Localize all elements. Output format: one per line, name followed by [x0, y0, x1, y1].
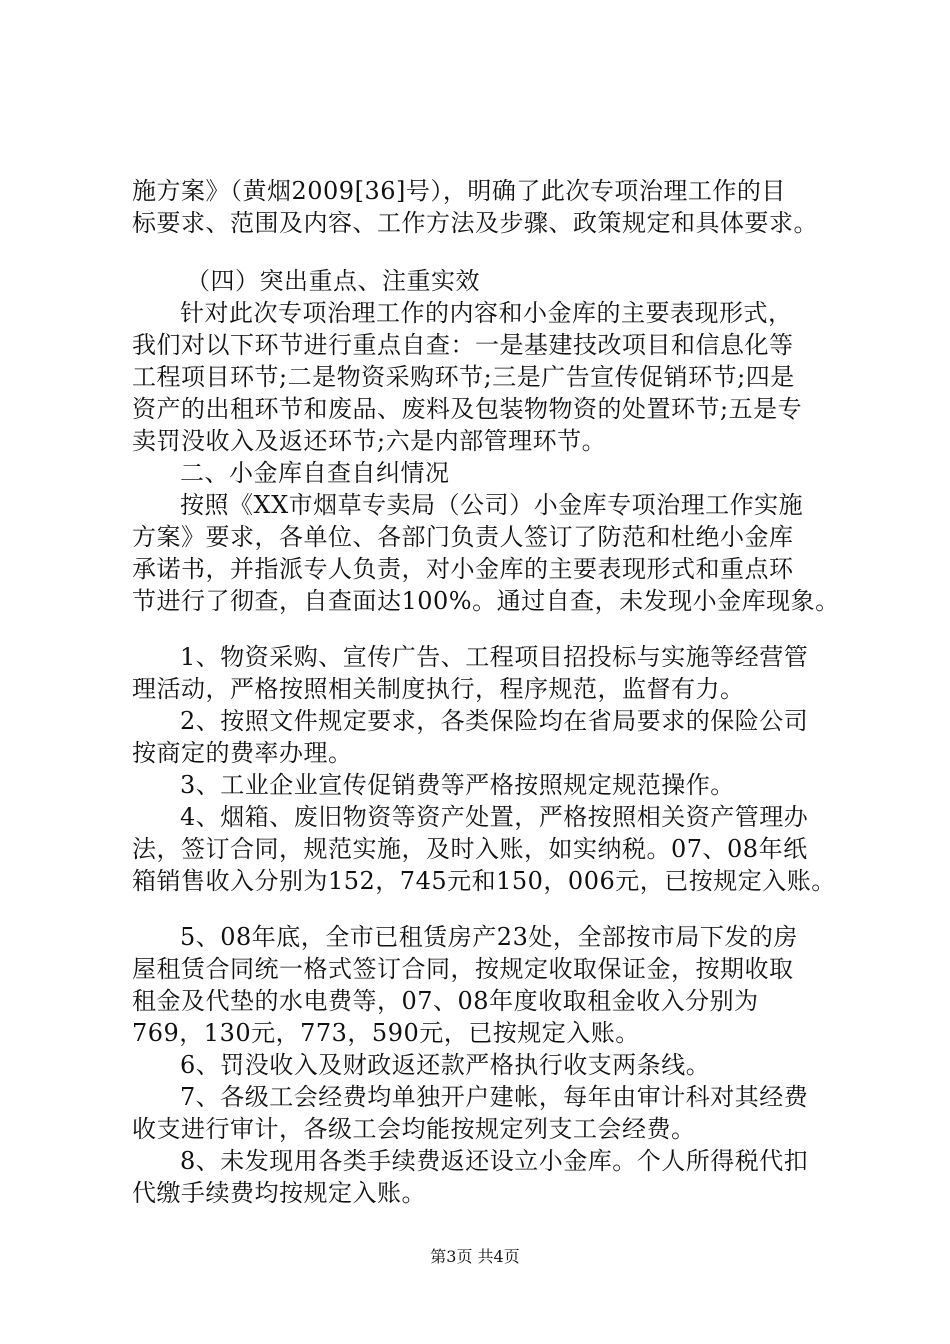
- text-line: 我们对以下环节进行重点自查：一是基建技改项目和信息化等: [132, 331, 794, 359]
- text-line: 针对此次专项治理工作的内容和小金库的主要表现形式，: [180, 299, 793, 327]
- text-line: 屋租赁合同统一格式签订合同，按规定收取保证金，按期收取: [132, 955, 794, 983]
- list-item: 7、各级工会经费均单独开户建帐，每年由审计科对其经费: [180, 1083, 809, 1111]
- text-line: 按商定的费率办理。: [132, 739, 353, 767]
- list-item: 3、工业企业宣传促销费等严格按照规定规范操作。: [180, 771, 735, 799]
- list-item: 6、罚没收入及财政返还款严格执行收支两条线。: [180, 1051, 711, 1079]
- text-line: 工程项目环节;二是物资采购环节;三是广告宣传促销环节;四是: [132, 363, 795, 391]
- text-line: 承诺书，并指派专人负责，对小金库的主要表现形式和重点环: [132, 555, 794, 583]
- text-line: 按照《XX市烟草专卖局（公司）小金库专项治理工作实施: [180, 491, 804, 519]
- text-line: 租金及代垫的水电费等，07、08年度收取租金收入分别为: [132, 987, 759, 1015]
- list-item: 4、烟箱、废旧物资等资产处置，严格按照相关资产管理办: [180, 803, 809, 831]
- text-line: 方案》要求，各单位、各部门负责人签订了防范和杜绝小金库: [132, 523, 794, 551]
- text-line: 箱销售收入分别为152，745元和150，006元，已按规定入账。: [132, 867, 836, 895]
- page-footer: 第3页 共4页: [430, 1247, 520, 1266]
- text-line: 769，130元，773，590元，已按规定入账。: [132, 1019, 640, 1047]
- text-line: 标要求、范围及内容、工作方法及步骤、政策规定和具体要求。: [132, 209, 818, 237]
- list-item: 5、08年底，全市已租赁房产23处，全部按市局下发的房: [180, 923, 798, 951]
- text-line: 收支进行审计，各级工会均能按规定列支工会经费。: [132, 1115, 696, 1143]
- section-heading: （四）突出重点、注重实效: [186, 267, 480, 295]
- list-item: 2、按照文件规定要求，各类保险均在省局要求的保险公司: [180, 707, 809, 735]
- text-line: 资产的出租环节和废品、废料及包装物物资的处置环节;五是专: [132, 395, 803, 423]
- text-line: 施方案》（黄烟2009[36]号），明确了此次专项治理工作的目: [132, 177, 786, 205]
- list-item: 1、物资采购、宣传广告、工程项目招投标与实施等经营管: [180, 643, 809, 671]
- text-line: 卖罚没收入及返还环节;六是内部管理环节。: [132, 427, 607, 455]
- text-line: 理活动，严格按照相关制度执行，程序规范，监督有力。: [132, 675, 745, 703]
- text-line: 法，签订合同，规范实施，及时入账，如实纳税。07、08年纸: [132, 835, 808, 863]
- section-heading: 二、小金库自查自纠情况: [180, 459, 450, 487]
- text-line: 节进行了彻查，自查面达100%。通过自查，未发现小金库现象。: [132, 587, 840, 615]
- list-item: 8、未发现用各类手续费返还设立小金库。个人所得税代扣: [180, 1147, 809, 1175]
- text-line: 代缴手续费均按规定入账。: [132, 1179, 426, 1207]
